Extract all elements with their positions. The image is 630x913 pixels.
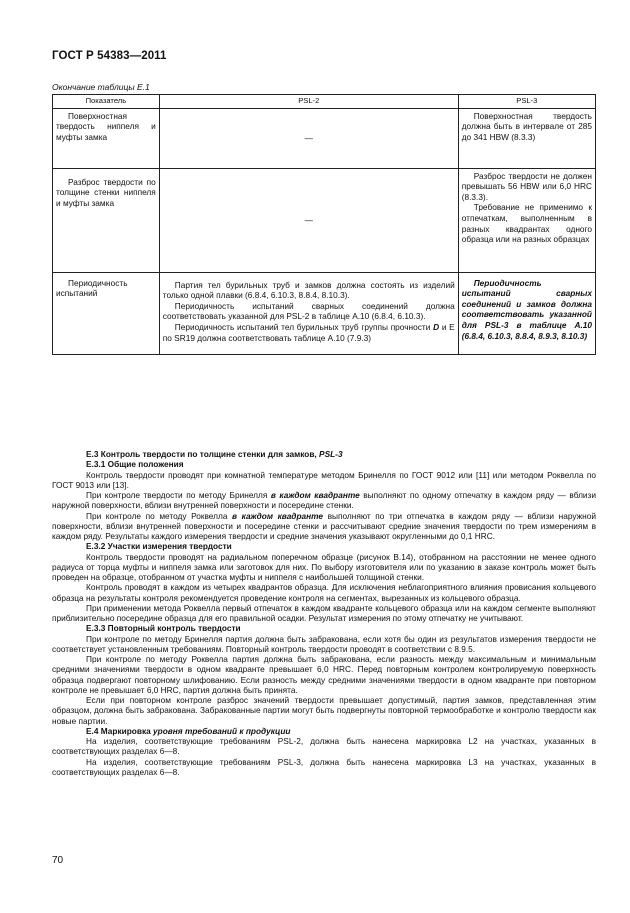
paragraph: При применении метода Роквелла первый отпечаток в каждом квадранте кольцевого образца или на каждом сегменте выполняют приблизительно посередине образца для его правильной осадки. Результат измерения по этому отпечатку не учитывают. <box>52 602 596 623</box>
column-header-psl3: PSL-3 <box>458 95 595 109</box>
table-caption: Окончание таблицы Е.1 <box>52 82 150 92</box>
psl3-cell: Поверхностная твердость должна быть в интервале от 285 до 341 HBW (8.3.3) <box>458 108 595 168</box>
paragraph: При контроле по методу Роквелла партия должна быть забракована, если разность между максимальным и минимальным средними значениями твердости в одном квадранте превышает 6,0 HRC. Перед повторным контролем контролируемую поверхность образца подвергают повторному шлифованию. Если разность между средними значениями твердости в одном квадранте при повторном контроле не превышает 6,0 HRC, партия должна быть принята. <box>52 654 596 695</box>
emphasis-text: в каждом квадранте <box>270 490 360 500</box>
psl2-cell: — <box>159 108 458 168</box>
psl3-paragraph: Требование не применимо к отпечаткам, выполненным в разных квадрантах одного образца или на разных образцах <box>461 202 592 245</box>
emphasis-text: в каждом квадранте <box>232 510 324 521</box>
row-name: Поверхностная твердость ниппеля и муфты замка <box>53 108 160 168</box>
table-row <box>53 168 596 272</box>
heading-text: Е.4 Маркировка <box>86 725 154 736</box>
text-run: выполняют по одному отпечатку в каждом ряду — вблизи наружной поверхности, вблизи внутренней поверхности и посередине стенки. <box>52 490 596 511</box>
document-body <box>52 449 596 777</box>
column-header-psl2: PSL-2 <box>159 95 458 109</box>
paragraph: На изделия, соответствующие требованиям PSL-2, должна быть нанесена маркировка L2 на участках, указанных в соответствующих разделах 6—8. <box>52 736 596 757</box>
psl2-cell <box>159 272 458 354</box>
heading-emphasis: уровня требований к продукции <box>153 725 291 736</box>
psl3-cell: Периодичность испытаний сварных соединений и замков должна соответствовать указанной для PSL-3 в таблице А.10 (6.8.4, 6.10.3, 8.8.4, 8.9.3, 8.10.3) <box>458 272 595 354</box>
text-run: При контроле твердости по методу Бринелля <box>86 490 271 500</box>
hardness-table <box>52 94 596 355</box>
paragraph: Если при повторном контроле разброс значений твердости превышает допустимый, партия замков, представленная этим образцом, должна быть забракована. Забракованные партии могут быть подвергнуты повторной термообработке и контролю твердости как новые партии. <box>52 695 596 726</box>
psl2-paragraph: Периодичность испытаний сварных соединений должна соответствовать указанной для PSL-2 в таблице А.10 (6.8.4, 6.10.3). <box>162 300 455 322</box>
paragraph: Контроль твердости проводят на радиальном поперечном образце (рисунок В.14), отобранном на расстоянии не менее одного радиуса от торца муфты и ниппеля замка или заготовок для них. По выбору изготовителя или по указанию в заказе контроль может быть проведен на образце, отобранном от участка муфты и ниппеля с наибольшей толщиной стенки. <box>52 551 596 582</box>
psl2-cell: — <box>159 168 458 272</box>
text-run: При контроле по методу Роквелла <box>86 510 233 521</box>
paragraph: При контроле по методу Бринелля партия должна быть забракована, если хотя бы один из результатов измерения твердости не соответствует установленным требованиям. Повторный контроль твердости проводят в соответствии с 8.9.5. <box>52 633 596 654</box>
paragraph <box>52 511 596 542</box>
paragraph: Контроль проводят в каждом из четырех квадрантов образца. Для исключения неблагоприятного влияния провисания кольцевого образца на результаты контроля рекомендуется проведение контроля на сегментах, вырезанных из кольцевого образца. <box>52 582 596 603</box>
row-name: Периодичность испытаний <box>53 272 160 354</box>
document-header: ГОСТ Р 54383—2011 <box>52 50 167 62</box>
subsection-heading: Е.3.2 Участки измерения твердости <box>86 541 232 552</box>
table-header-row <box>53 95 596 109</box>
text-run: Периодичность испытаний тел бурильных труб группы прочности <box>174 321 434 332</box>
text-run: и Е по SR19 должна соответствовать таблице А.10 (7.9.3) <box>162 321 455 343</box>
row-name: Разброс твердости по толщине стенки ниппеля и муфты замка <box>53 168 160 272</box>
page-number: 70 <box>52 855 64 866</box>
psl2-paragraph: Партия тел бурильных труб и замков должна состоять из изделий только одной плавки (6.8.4, 6.10.3, 8.8.4, 8.10.3). <box>162 279 455 301</box>
paragraph: Контроль твердости проводят при комнатной температуре методом Бринелля по ГОСТ 9012 или [11] или методом Роквелла по ГОСТ 9013 или [13]. <box>52 469 596 490</box>
column-header-indicator: Показатель <box>53 95 160 109</box>
emphasis-text: D <box>433 321 440 332</box>
subsection-heading: Е.3.3 Повторный контроль твердости <box>86 623 241 634</box>
psl3-cell <box>458 168 595 272</box>
section-heading <box>52 449 596 459</box>
heading-emphasis: PSL-3 <box>319 449 343 459</box>
paragraph <box>52 490 596 511</box>
table-row <box>53 108 596 168</box>
heading-text: Е.3 Контроль твердости по толщине стенки для замков, <box>86 449 320 459</box>
psl3-paragraph: Разброс твердости не должен превышать 56 HBW или 6,0 HRC (8.3.3). <box>461 170 592 202</box>
table-row <box>53 272 596 354</box>
text-run: выполняют по три отпечатка в каждом ряду — вблизи наружной поверхности, вблизи внутренней поверхности и посередине стенки и рассчитывают средние значения твердости по трем измерениям в каждом ряду. Результаты каждого измерения твердости и средние значения указывают округленными до 0,1 HRC. <box>52 510 596 541</box>
section-heading <box>52 726 596 736</box>
subsection-heading: Е.3.1 Общие положения <box>86 459 184 470</box>
psl2-paragraph <box>163 322 455 343</box>
paragraph: На изделия, соответствующие требованиям PSL-3, должна быть нанесена маркировка L3 на участках, указанных в соответствующих разделах 6—8. <box>52 756 596 777</box>
